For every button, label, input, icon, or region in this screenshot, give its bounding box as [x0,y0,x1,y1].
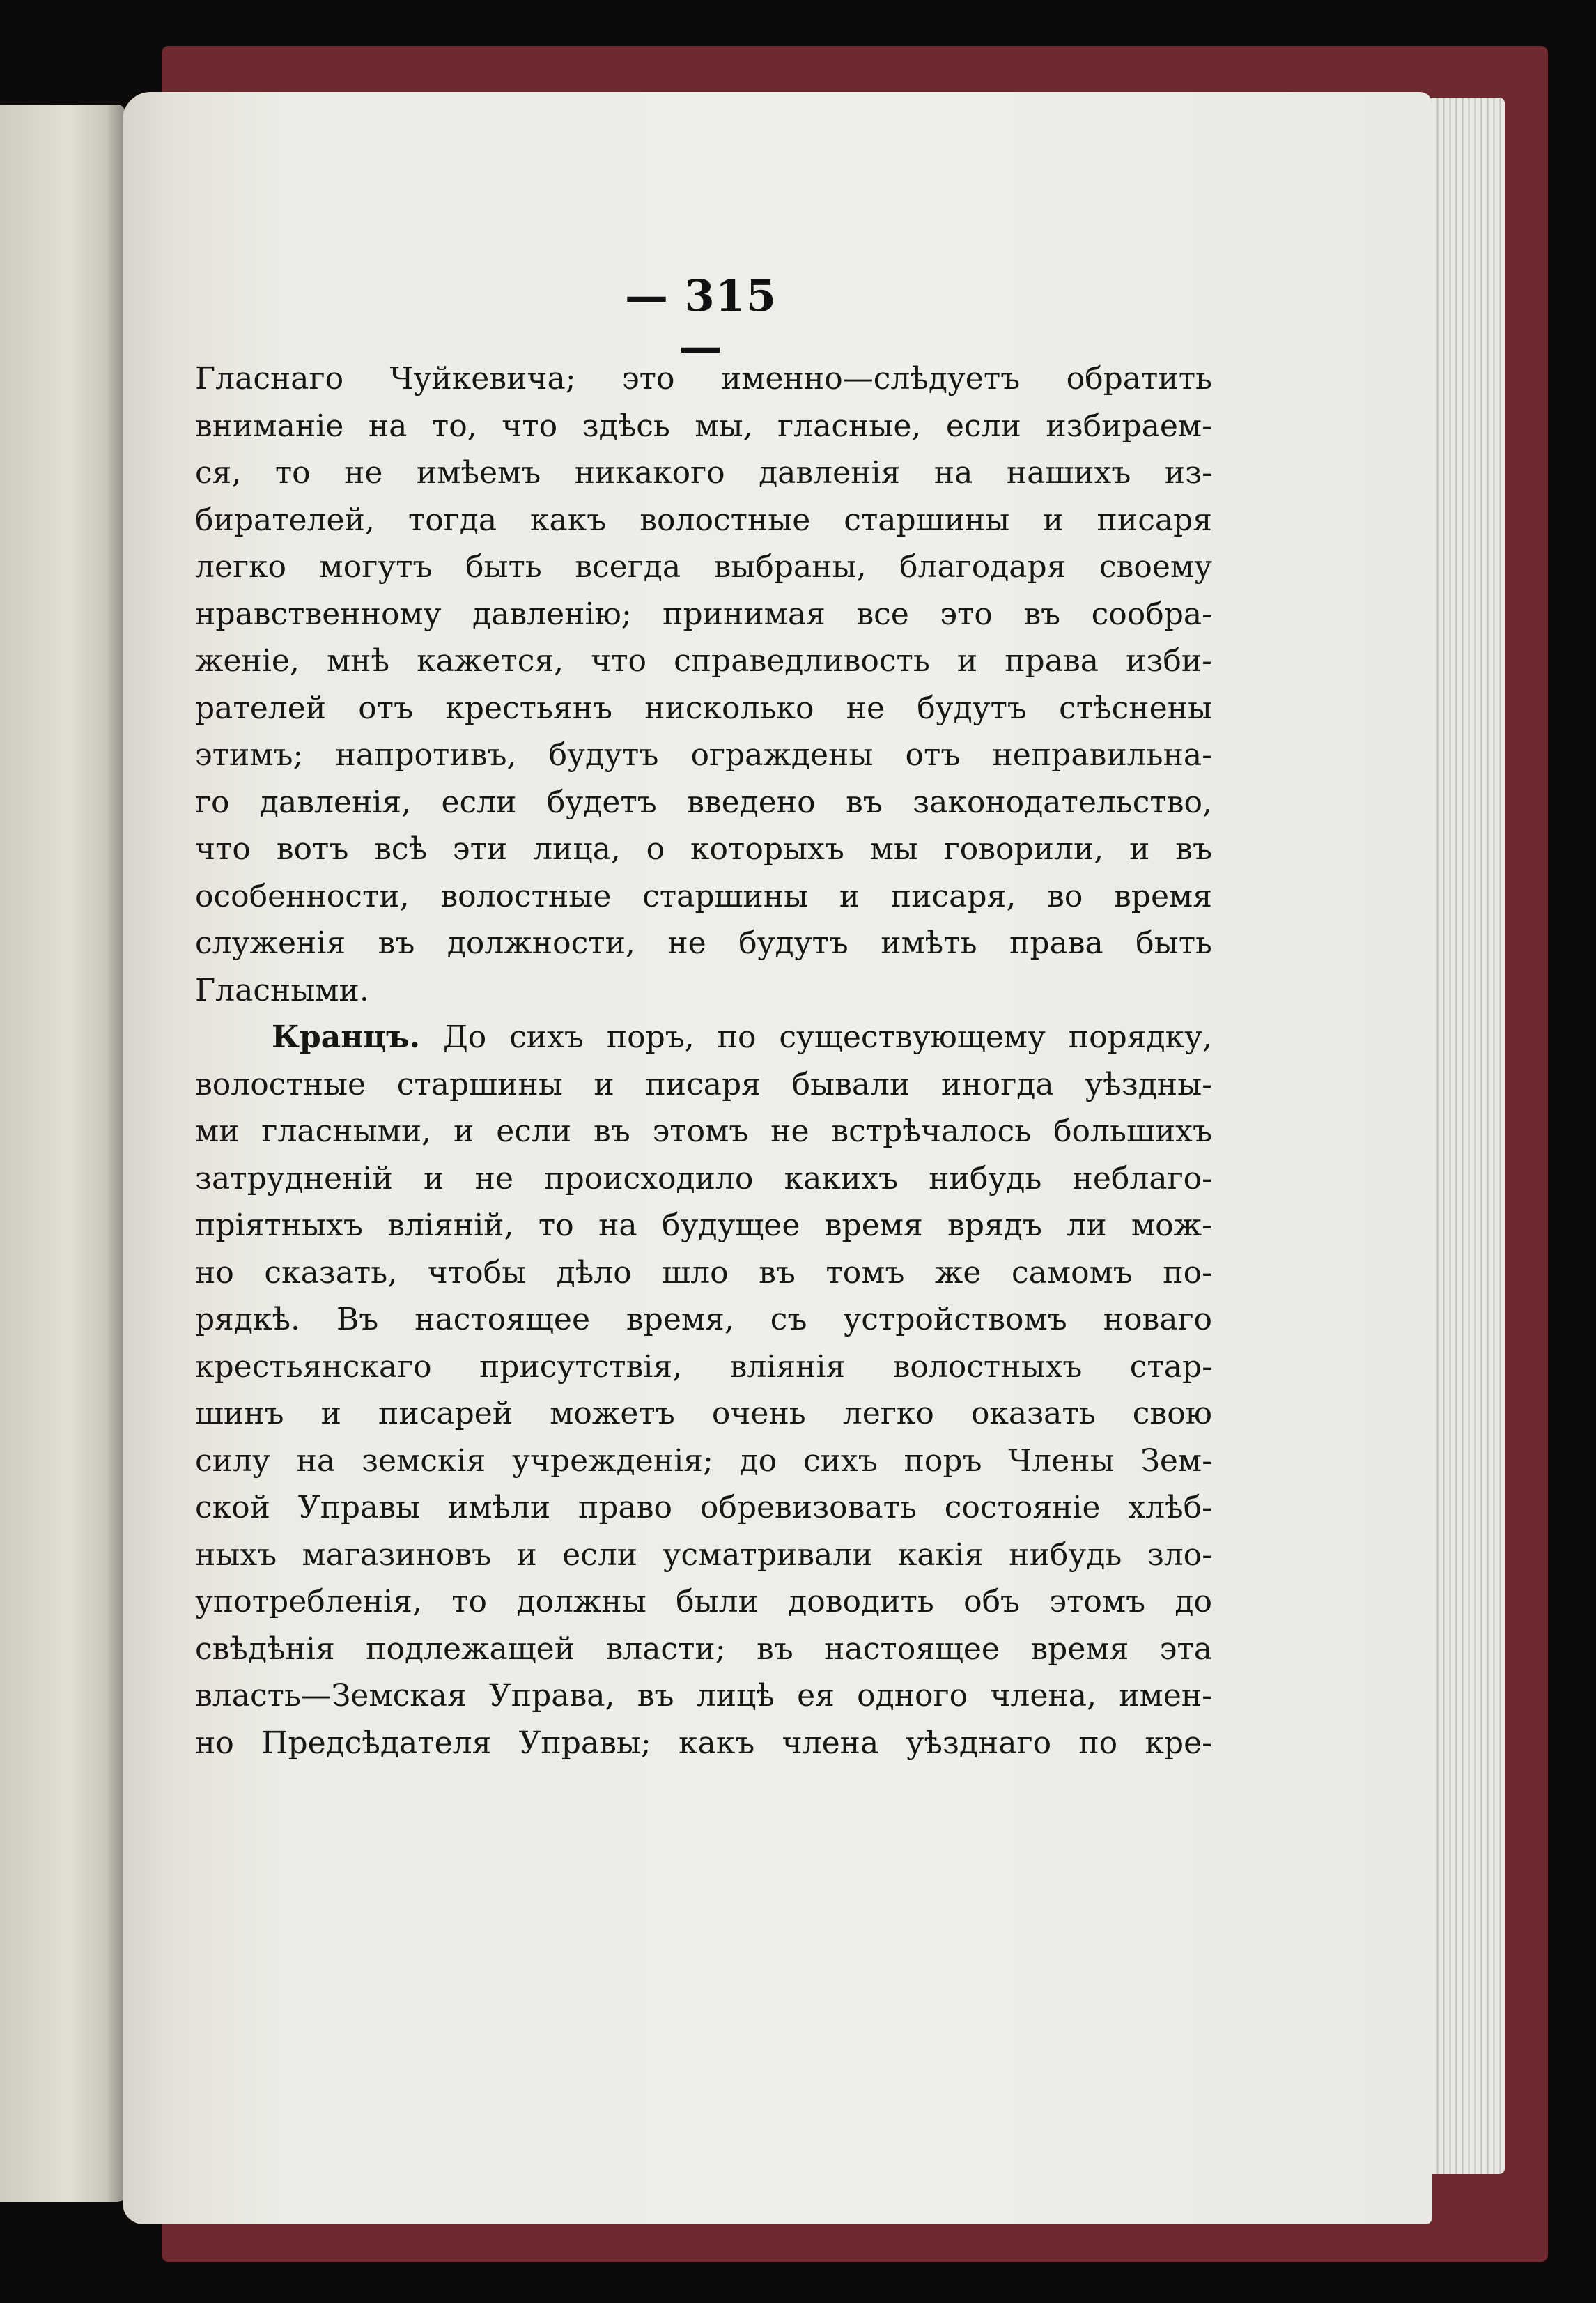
text-line: но сказать, чтобы дѣло шло въ томъ же самомъ по- [195,1254,1212,1291]
page-text [195,355,1212,1766]
text-line: Гласнаго Чуйкевича; это именно—слѣдуетъ обратить [195,361,1212,396]
text-line: рателей отъ крестьянъ нисколько не будутъ стѣснены [195,690,1212,726]
text-line: ся, то не имѣемъ никакого давленія на нашихъ из- [195,455,1212,491]
text-line: этимъ; напротивъ, будутъ ограждены отъ неправильна- [195,737,1212,773]
text-line: служенія въ должности, не будутъ имѣть права быть [195,925,1212,961]
text-line: рядкѣ. Въ настоящее время, съ устройствомъ новаго [195,1302,1212,1337]
text-line [195,1014,1212,1061]
text-line: ской Управы имѣли право обревизовать состояніе хлѣб- [195,1490,1212,1525]
speaker-name: Кранцъ. [272,1019,421,1055]
text-line: силу на земскія учрежденія; до сихъ поръ Члены Зем- [195,1442,1212,1479]
text-line: ныхъ магазиновъ и если усматривали какія нибудь зло- [195,1536,1212,1573]
text-line: женіе, мнѣ кажется, что справедливость и права изби- [195,643,1212,679]
text-line: крестьянскаго присутствія, вліянія волостныхъ стар- [195,1348,1212,1385]
text-line: шинъ и писарей можетъ очень легко оказать свою [195,1396,1212,1431]
left-facing-page [0,105,125,2202]
text-line: пріятныхъ вліяній, то на будущее время врядъ ли мож- [195,1208,1212,1243]
speech-text: До сихъ поръ, по существующему порядку, [420,1019,1212,1055]
text-line: вниманіе на то, что здѣсь мы, гласные, если избираем- [195,408,1212,444]
text-line: особенности, волостные старшины и писаря, во время [195,878,1212,914]
text-line: Гласными. [195,972,369,1008]
paragraph-2 [195,1014,1212,1766]
text-line: что вотъ всѣ эти лица, о которыхъ мы говорили, и въ [195,831,1212,867]
text-line: волостные старшины и писаря бывали иногда уѣздны- [195,1066,1212,1102]
text-line: ми гласными, и если въ этомъ не встрѣчалось большихъ [195,1114,1212,1149]
text-line: употребленія, то должны были доводить объ этомъ до [195,1584,1212,1619]
text-line: нравственному давленію; принимая все это въ сообра- [195,596,1212,632]
text-line: легко могутъ быть всегда выбраны, благодаря своему [195,549,1212,585]
text-line: бирателей, тогда какъ волостные старшины и писаря [195,502,1212,538]
text-line: власть—Земская Управа, въ лицѣ ея одного члена, имен- [195,1678,1212,1713]
paragraph-1 [195,355,1212,1014]
text-line: но Предсѣдателя Управы; какъ члена уѣзднаго по кре- [195,1725,1212,1761]
page-number: — 315 — [624,270,777,372]
text-line: затрудненій и не происходило какихъ нибудь неблаго- [195,1160,1212,1196]
text-line: го давленія, если будетъ введено въ законодательство, [195,784,1212,820]
text-line: свѣдѣнія подлежащей власти; въ настоящее время эта [195,1631,1212,1667]
